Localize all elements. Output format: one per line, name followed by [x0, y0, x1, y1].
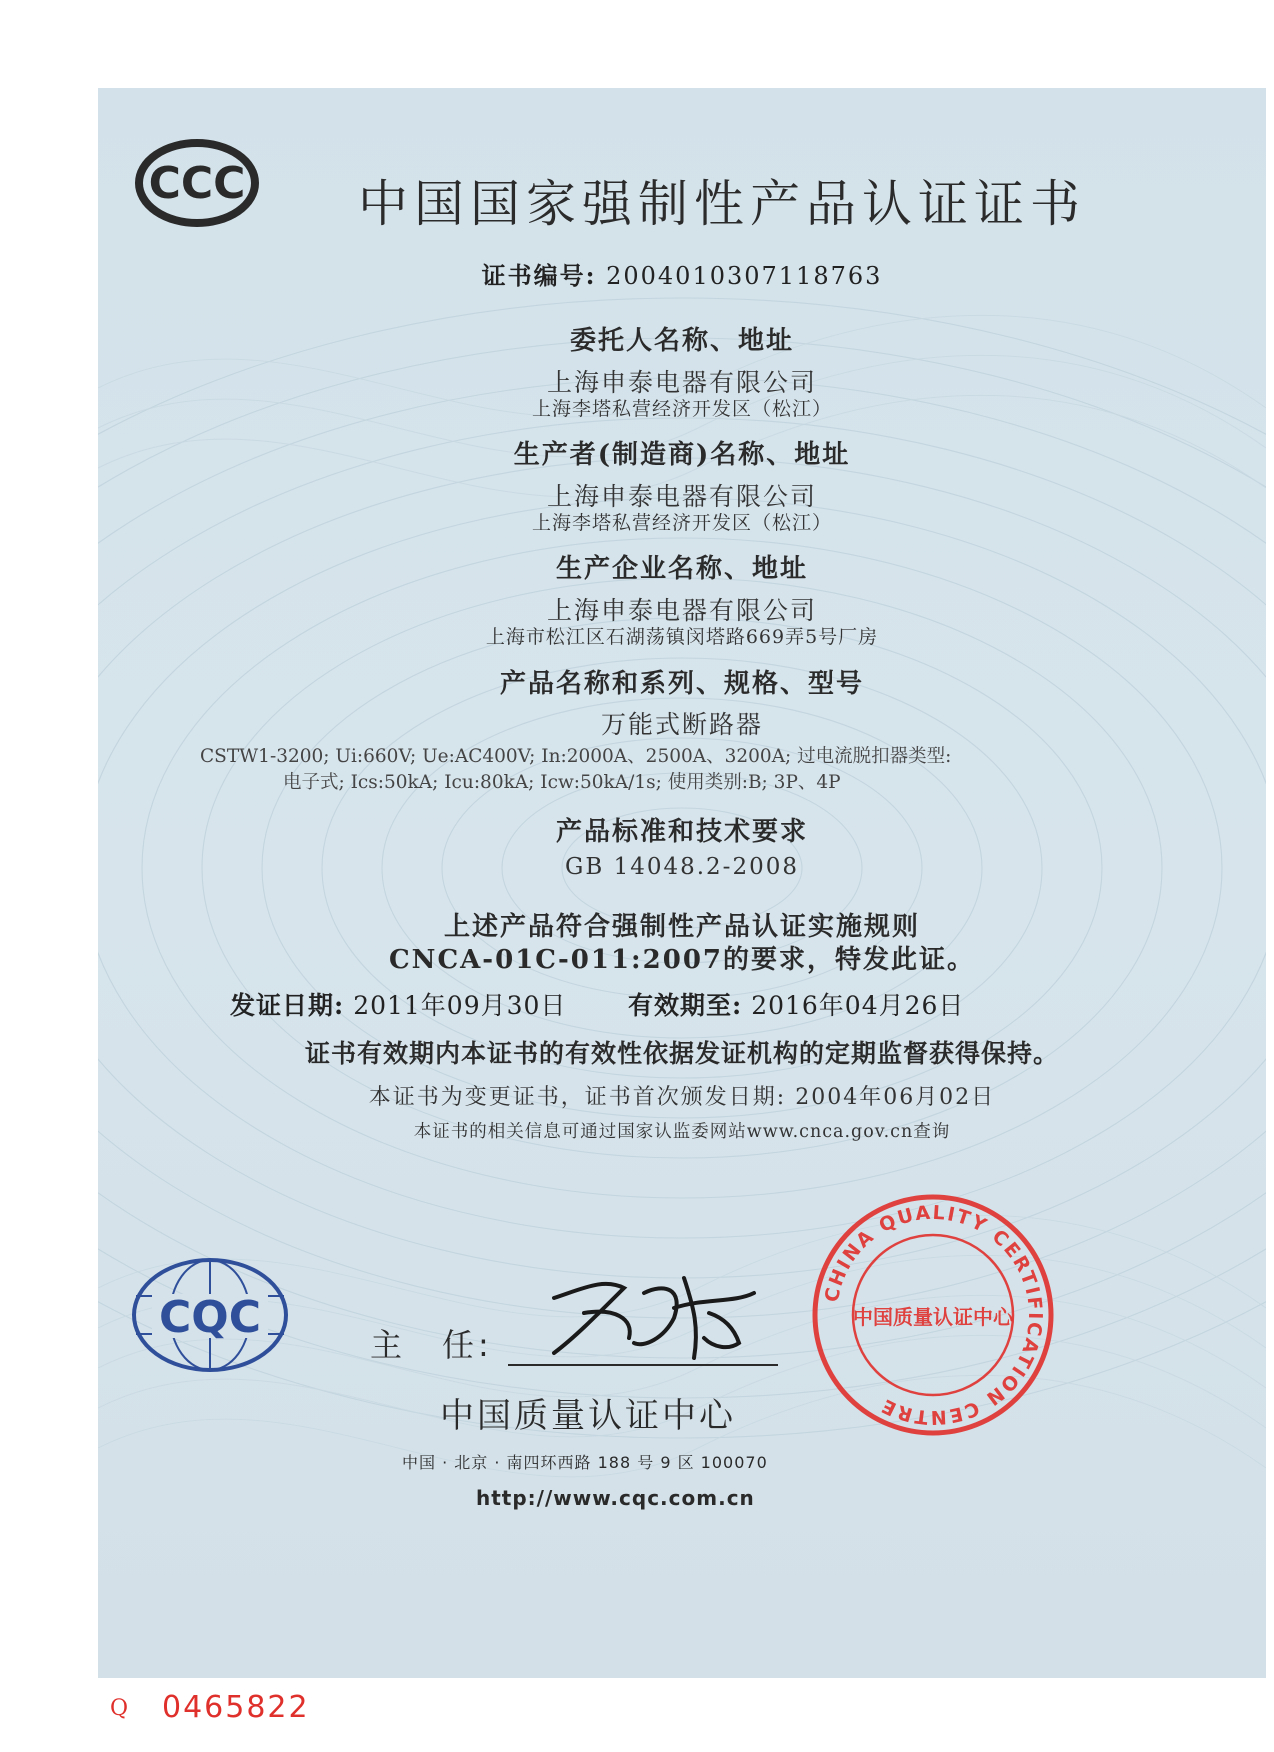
factory-address: 上海市松江区石湖荡镇闵塔路669弄5号厂房: [485, 626, 879, 648]
conformity-line2: CNCA-01C-011:2007的要求，特发此证。: [388, 945, 976, 975]
applicant-address: 上海李塔私营经济开发区（松江）: [531, 398, 832, 420]
change-note: 本证书为变更证书，证书首次颁发日期: 2004年06月02日: [368, 1085, 996, 1110]
product-label: 产品名称和系列、规格、型号: [499, 669, 864, 699]
expiry-date-value: 2016年04月26日: [751, 991, 965, 1020]
official-seal: [808, 1190, 1058, 1440]
manufacturer-label: 生产者(制造商)名称、地址: [513, 440, 851, 470]
issue-date-line: [230, 986, 566, 1022]
seal-inner-text: 中国质量认证中心: [853, 1305, 1013, 1329]
cert-no-label: 证书编号:: [481, 261, 597, 290]
certificate: [98, 88, 1266, 1678]
applicant-name: 上海申泰电器有限公司: [546, 368, 817, 397]
cqc-logo-icon: [130, 1256, 290, 1374]
serial-prefix: Q: [110, 1696, 129, 1721]
standard-value: GB 14048.2-2008: [564, 854, 799, 880]
info-note: 本证书的相关信息可通过国家认监委网站www.cnca.gov.cn查询: [413, 1122, 951, 1142]
expiry-date-label: 有效期至:: [628, 991, 743, 1020]
manufacturer-address: 上海李塔私营经济开发区（松江）: [531, 512, 832, 534]
issue-date-label: 发证日期:: [230, 991, 345, 1020]
applicant-label: 委托人名称、地址: [569, 326, 794, 356]
cert-no-line: [98, 256, 1266, 291]
director-signature: [534, 1258, 774, 1368]
factory-label: 生产企业名称、地址: [555, 554, 808, 584]
product-spec-line1: CSTW1-3200; Ui:660V; Ue:AC400V; In:2000A、2500A、3200A; 过电流脱扣器类型:: [200, 746, 952, 767]
standard-label: 产品标准和技术要求: [555, 817, 808, 847]
org-name: 中国质量认证中心: [440, 1396, 736, 1436]
cqc-logo-text: CQC: [159, 1292, 261, 1343]
expiry-date-line: [628, 986, 964, 1022]
certificate-title: 中国国家强制性产品认证证书: [358, 175, 1086, 233]
cert-no-value: 2004010307118763: [606, 262, 883, 290]
org-address: 中国 · 北京 · 南四环西路 188 号 9 区 100070: [402, 1453, 768, 1472]
product-spec-line2: 电子式; Ics:50kA; Icu:80kA; Icw:50kA/1s; 使用类别:B; 3P、4P: [283, 772, 841, 793]
manufacturer-name: 上海申泰电器有限公司: [546, 482, 817, 511]
conformity-line1: 上述产品符合强制性产品认证实施规则: [443, 912, 920, 942]
ccc-logo-text: CCC: [148, 158, 246, 209]
serial-number: 0465822: [162, 1690, 310, 1725]
seal-outer-text: CHINA QUALITY CERTIFICATION CENTRE: [820, 1201, 1047, 1429]
director-label: 主 任:: [370, 1326, 493, 1364]
ccc-logo-icon: [134, 138, 260, 228]
org-url: http://www.cqc.com.cn: [476, 1486, 755, 1510]
product-name: 万能式断路器: [600, 710, 763, 739]
issue-date-value: 2011年09月30日: [353, 991, 567, 1020]
validity-note: 证书有效期内本证书的有效性依据发证机构的定期监督获得保持。: [304, 1039, 1059, 1068]
signature-line: [508, 1364, 778, 1366]
factory-name: 上海申泰电器有限公司: [546, 596, 817, 625]
